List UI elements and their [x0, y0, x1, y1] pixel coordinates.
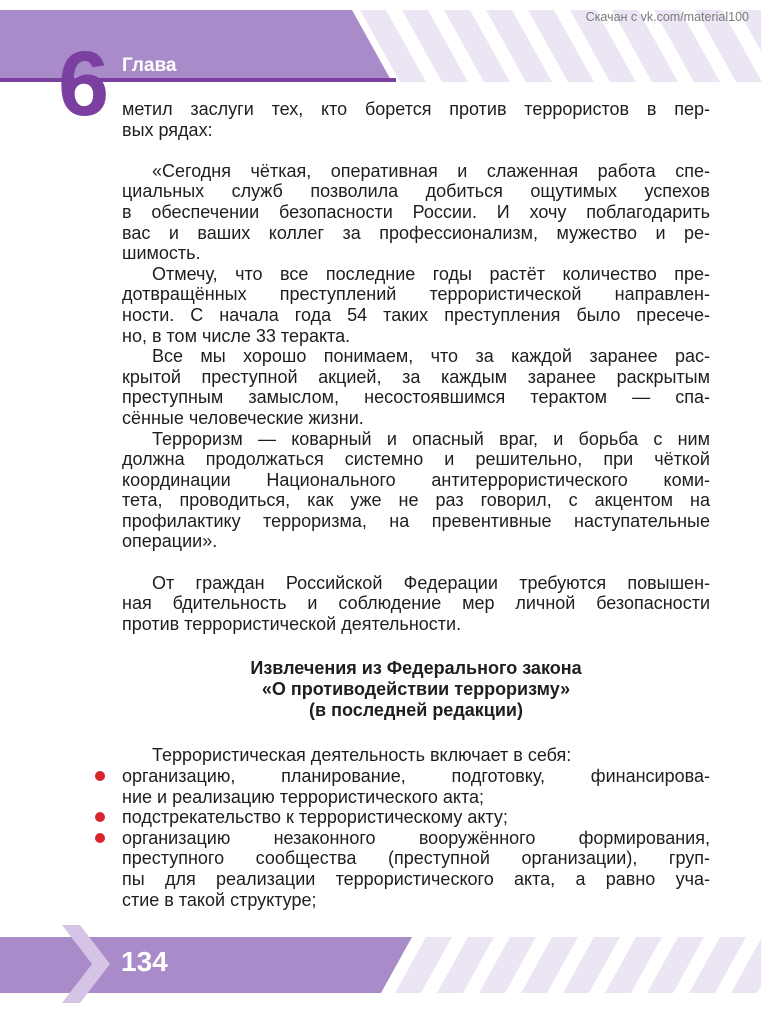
activity-intro: Террористическая деятельность включает в себя:	[152, 745, 572, 766]
footer-band	[0, 937, 761, 993]
intro-line: вых рядах:	[122, 119, 213, 140]
bullet-dot-icon	[95, 833, 105, 843]
quote-line: Терроризм — коварный и опасный враг, и борьба с ним	[152, 428, 710, 449]
bullet-dot-icon	[95, 812, 105, 822]
quote-line: ности. С начала года 54 таких преступления было пресече-	[122, 304, 710, 325]
law-heading-line: (в последней редакции)	[309, 700, 523, 721]
quote-line: координации Национального антитеррористического коми-	[122, 469, 710, 490]
quote-line: дотвращённых преступлений террористической направлен-	[122, 284, 710, 305]
quote-line: «Сегодня чёткая, оперативная и слаженная работа спе-	[152, 160, 710, 181]
list-item-line: преступного сообщества (преступной организации), груп-	[122, 848, 710, 869]
law-heading-line: Извлечения из Федерального закона	[250, 658, 582, 679]
page-content	[122, 99, 710, 910]
vigilance-line: ная бдительность и соблюдение мер личной безопасности	[122, 593, 710, 614]
chevron-right-icon	[62, 925, 110, 1003]
list-item-line: организацию незаконного вооружённого формирования,	[122, 827, 710, 848]
quote-line: операции».	[122, 531, 218, 552]
vigilance-line: От граждан Российской Федерации требуются повышен-	[152, 572, 710, 593]
quote-line: преступным замыслом, несостоявшимся терактом — спа-	[122, 387, 710, 408]
quote-line: циальных служб позволила добиться ощутимых успехов	[122, 181, 710, 202]
chapter-number: 6	[58, 33, 110, 135]
list-item-line: стие в такой структуре;	[122, 889, 317, 910]
vigilance-line: против террористической деятельности.	[122, 613, 462, 634]
law-heading	[122, 658, 710, 721]
law-heading-line: «О противодействии терроризму»	[261, 679, 571, 700]
quote-line: крытой преступной акцией, за каждым заранее раскрытым	[122, 366, 710, 387]
list-item-line: подстрекательство к террористическому акту;	[122, 807, 508, 828]
intro-line: метил заслуги тех, кто борется против террористов в пер-	[122, 99, 710, 119]
quote-line: Все мы хорошо понимаем, что за каждой заранее рас-	[152, 346, 710, 367]
list-item-line: организацию, планирование, подготовку, финансирова-	[122, 766, 710, 787]
watermark: Скачан с vk.com/material100	[585, 10, 749, 24]
list-item-line: пы для реализации террористического акта, а равно уча-	[122, 869, 710, 889]
quote-line: сённые человеческие жизни.	[122, 407, 364, 428]
list-item-line: ние и реализацию террористического акта;	[122, 786, 485, 807]
quote-line: но, в том числе 33 теракта.	[122, 325, 351, 346]
quote-line: тета, проводиться, как уже не раз говорил, с акцентом на	[122, 490, 710, 511]
list-item	[122, 807, 710, 828]
quote-line: должна продолжаться системно и решительно, при чёткой	[122, 449, 710, 470]
quote-line: профилактику терроризма, на превентивные наступательные	[122, 510, 710, 531]
chapter-label: Глава	[122, 55, 177, 76]
page-number: 134	[121, 946, 168, 977]
bullet-dot-icon	[95, 771, 105, 781]
quote-line: вас и ваших коллег за профессионализм, мужество и ре-	[122, 222, 710, 243]
footer-stripes	[0, 937, 761, 993]
quote-line: Отмечу, что все последние годы растёт количество пре-	[152, 263, 710, 284]
list-item	[122, 766, 710, 807]
quote-line: в обеспечении безопасности России. И хочу поблагодарить	[122, 201, 710, 222]
quote-line: шимость.	[122, 243, 201, 264]
quote-block	[122, 161, 710, 552]
list-item	[122, 828, 710, 910]
